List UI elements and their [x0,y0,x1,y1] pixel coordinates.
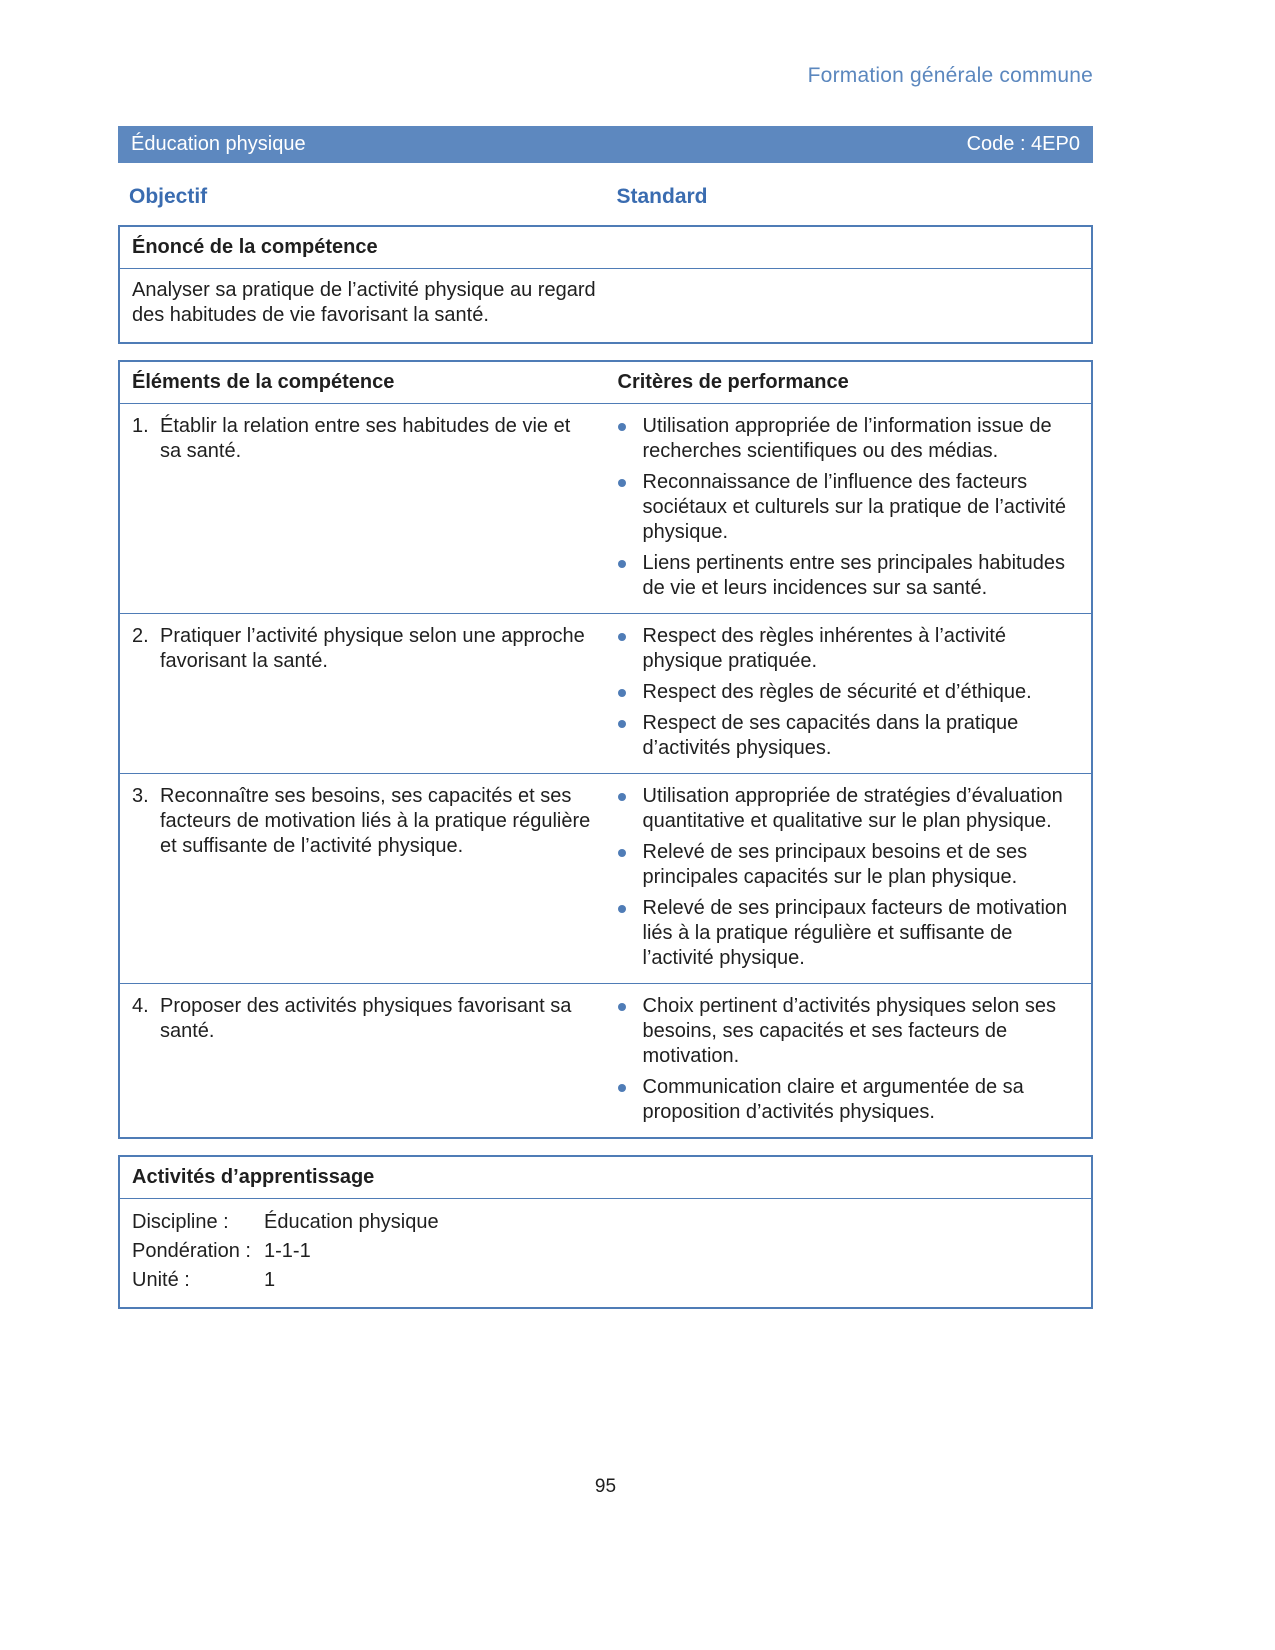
element-number: 4. [132,995,149,1017]
element-number: 2. [132,625,149,647]
criteria-item [618,414,1080,464]
enonce-box [118,225,1093,344]
table-row [120,614,1091,774]
criteria-cell [606,774,1092,983]
table-header-row [120,362,1091,404]
criteria-text: Liens pertinents entre ses principales habitudes de vie et leurs incidences sur sa santé. [642,552,1065,599]
banner-code: Code : 4EP0 [966,133,1080,155]
element-cell [120,404,606,613]
criteria-item [618,551,1080,601]
criteria-text: Communication claire et argumentée de sa proposition d’activités physiques. [642,1076,1024,1123]
field-label-ponderation: Pondération : [132,1240,251,1262]
field-row [132,1237,1079,1266]
bullet-icon [618,689,626,697]
page-number: 95 [594,1476,617,1497]
activites-body [120,1199,1091,1307]
element-text: Établir la relation entre ses habitudes de vie et sa santé. [160,415,571,462]
criteria-text: Respect de ses capacités dans la pratique d’activités physiques. [642,712,1019,759]
bullet-icon [618,479,626,487]
criteria-text: Reconnaissance de l’influence des facteurs sociétaux et culturels sur la pratique de l’activité physique. [642,471,1067,543]
field-value-discipline: Éducation physique [264,1211,439,1233]
criteria-item [618,994,1080,1069]
table-row [120,404,1091,614]
criteria-item [618,784,1080,834]
bullet-icon [618,720,626,728]
table-row [120,984,1091,1137]
criteria-item [618,680,1080,705]
criteria-cell [606,984,1092,1137]
criteria-text: Utilisation appropriée de l’information issue de recherches scientifiques ou des médias. [642,415,1052,462]
field-row [132,1208,1079,1237]
criteria-cell [606,614,1092,773]
bullet-icon [618,423,626,431]
subject-banner [118,126,1093,163]
standard-heading: Standard [616,185,708,208]
enonce-header: Énoncé de la compétence [120,227,1091,269]
criteria-text: Choix pertinent d’activités physiques selon ses besoins, ses capacités et ses facteurs de motivation. [642,995,1057,1067]
objectif-heading: Objectif [129,185,208,208]
criteria-item [618,896,1080,971]
bullet-icon [618,905,626,913]
criteria-item [618,624,1080,674]
activites-header: Activités d’apprentissage [120,1157,1091,1199]
column-headings [118,185,1093,209]
field-value-unite: 1 [264,1269,276,1291]
criteria-text: Utilisation appropriée de stratégies d’évaluation quantitative et qualitative sur le plan physique. [642,785,1063,832]
bullet-icon [618,1084,626,1092]
enonce-body: Analyser sa pratique de l’activité physique au regard des habitudes de vie favorisant la santé. [132,279,596,326]
element-text: Reconnaître ses besoins, ses capacités et ses facteurs de motivation liés à la pratique régulière et suffisante de l’activité physique. [160,785,591,857]
competence-table [118,360,1093,1139]
element-text: Pratiquer l’activité physique selon une approche favorisant la santé. [160,625,585,672]
bullet-icon [618,1003,626,1011]
field-label-discipline: Discipline : [132,1211,229,1233]
criteria-item [618,840,1080,890]
element-cell [120,614,606,773]
column-header-elements: Éléments de la compétence [132,371,395,393]
criteria-text: Relevé de ses principaux facteurs de motivation liés à la pratique régulière et suffisante de l’activité physique. [642,897,1068,969]
element-text: Proposer des activités physiques favorisant sa santé. [160,995,572,1042]
element-number: 1. [132,415,149,437]
element-number: 3. [132,785,149,807]
element-cell [120,984,606,1137]
criteria-item [618,711,1080,761]
criteria-text: Respect des règles inhérentes à l’activité physique pratiquée. [642,625,1007,672]
criteria-text: Relevé de ses principaux besoins et de ses principales capacités sur le plan physique. [642,841,1028,888]
bullet-icon [618,633,626,641]
element-cell [120,774,606,983]
field-row [132,1266,1079,1295]
activites-box [118,1155,1093,1309]
document-section-heading: Formation générale commune [807,64,1093,87]
banner-title: Éducation physique [131,133,306,155]
criteria-text: Respect des règles de sécurité et d’éthique. [642,681,1032,703]
column-header-criteres: Critères de performance [617,371,849,393]
bullet-icon [618,849,626,857]
field-label-unite: Unité : [132,1269,190,1291]
criteria-item [618,1075,1080,1125]
bullet-icon [618,560,626,568]
table-row [120,774,1091,984]
field-value-ponderation: 1-1-1 [264,1240,311,1262]
criteria-cell [606,404,1092,613]
criteria-item [618,470,1080,545]
page-content [118,0,1093,1309]
bullet-icon [618,793,626,801]
